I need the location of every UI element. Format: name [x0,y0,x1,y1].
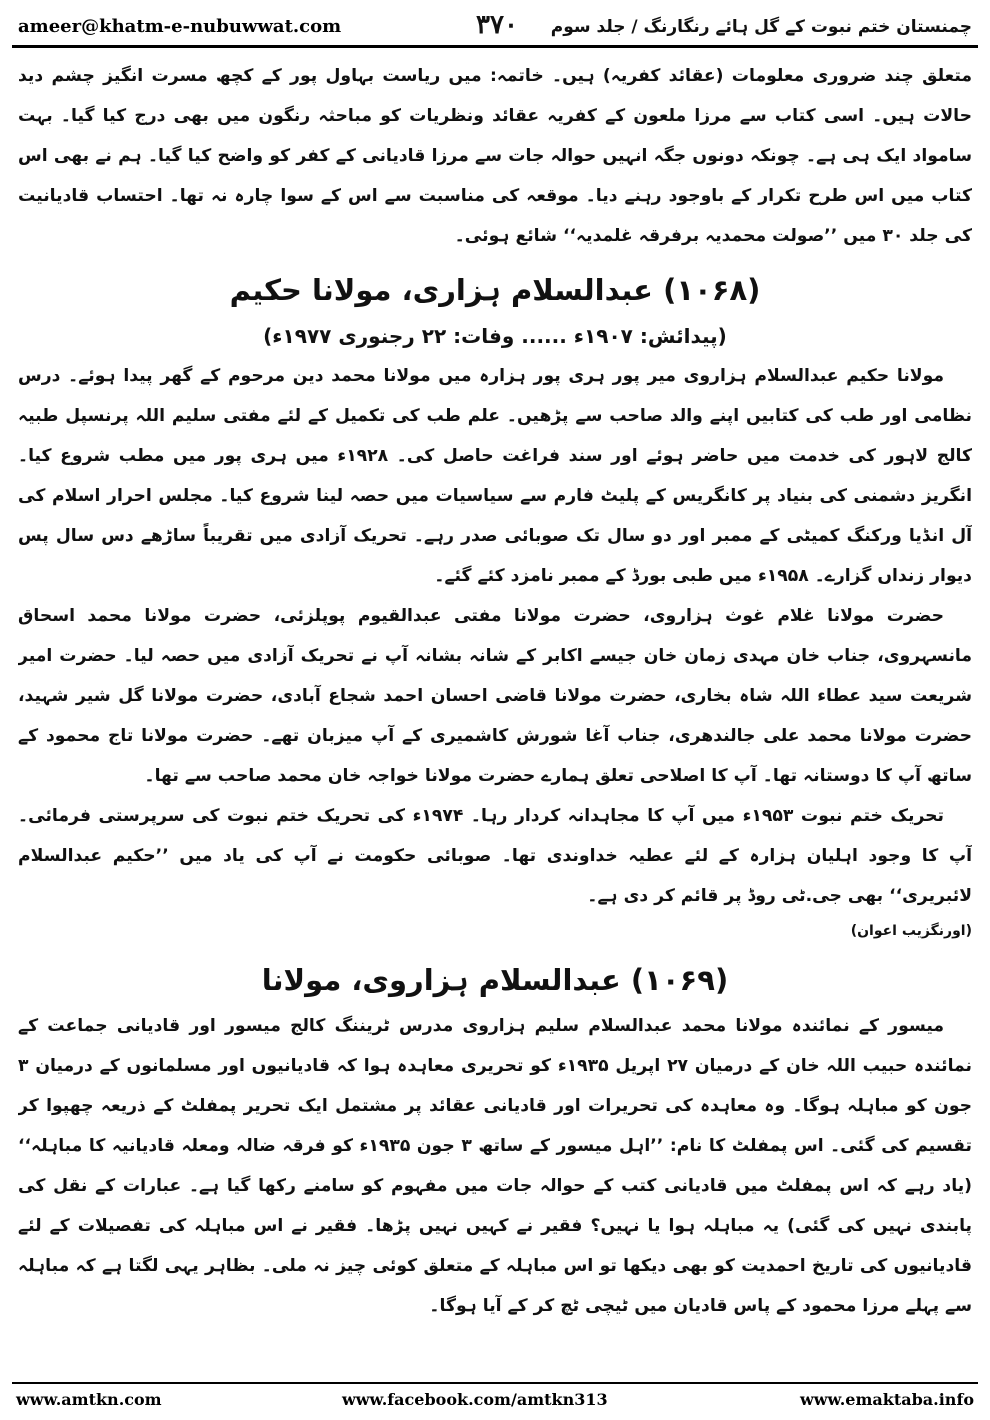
paragraph: میسور کے نمائندہ مولانا محمد عبدالسلام سلیم ہزاروی مدرس ٹریننگ کالج میسور اور قادیانی جماعت کے نمائندہ حبیب اللہ خان کے درمیان ۲۷ اپریل ۱۹۳۵ء کو تحریری معاہدہ ہوا کہ قادیانیوں اور مسلمانوں کے درمیان ۳ جون کو مباہلہ ہوگا۔ وہ معاہدہ کی تحریرات اور قادیانی عقائد پر مشتمل ایک تحریر پمفلٹ کے ذریعہ چھپوا کر تقسیم کی گئی۔ اس پمفلٹ کا نام: ’’اہل میسور کے ساتھ ۳ جون ۱۹۳۵ء کو فرقہ ضالہ ومعلہ قادیانیہ کا مباہلہ‘‘ (یاد رہے کہ اس پمفلٹ میں قادیانی کتب کے حوالہ جات میں مفہوم کو سامنے رکھا گیا ہے۔ عبارات کے نقل کی پابندی نہیں کی گئی) یہ مباہلہ ہوا یا نہیں؟ فقیر نے کہیں نہیں پڑھا۔ فقیر نے اس مباہلہ کی تفصیلات کے لئے قادیانیوں کی تاریخ احمدیت کو بھی دیکھا تو اس مباہلہ کے متعلق کوئی چیز نہ ملی۔ بظاہر یہی لگتا ہے کہ مباہلہ سے پہلے مرزا محمود کے پاس قادیان میں ٹیچی ٹچ کر کے آیا ہوگا۔ [18,1016,972,1316]
header-rule [12,45,978,48]
footer-link-facebook[interactable]: www.facebook.com/amtkn313 [342,1390,608,1409]
page-number: ۳۷۰ [476,10,518,40]
page-footer [12,1382,978,1416]
paragraph: تحریک ختم نبوت ۱۹۵۳ء میں آپ کا مجاہدانہ کردار رہا۔ ۱۹۷۴ء کی تحریک ختم نبوت کی سرپرستی فرمائی۔ آپ کا وجود اہلیان ہزارہ کے لئے عطیہ خداوندی تھا۔ صوبائی حکومت نے آپ کی یاد میں ’’حکیم عبدالسلام لائبریری‘‘ بھی جی.ٹی روڈ پر قائم کر دی ہے۔ [18,806,972,906]
paragraph: مولانا حکیم عبدالسلام ہزاروی میر پور ہری پور ہزارہ میں مولانا محمد دین مرحوم کے گھر پیدا ہوئے۔ درس نظامی اور طب کی کتابیں اپنے والد صاحب سے پڑھیں۔ علم طب کی تکمیل کے لئے مفتی سلیم اللہ پرنسپل طبیہ کالج لاہور کی خدمت میں حاضر ہوئے اور سند فراغت حاصل کی۔ ۱۹۲۸ء میں ہری پور میں مطب شروع کیا۔ انگریز دشمنی کی بنیاد پر کانگریس کے پلیٹ فارم سے سیاسیات میں حصہ لینا شروع کیا۔ مجلس احرار اسلام کی آل انڈیا ورکنگ کمیٹی کے ممبر اور دو سال تک صوبائی صدر رہے۔ تحریک آزادی میں تقریباً ساڑھے دس سال پس دیوار زنداں گزارے۔ ۱۹۵۸ء میں طبی بورڈ کے ممبر نامزد کئے گئے۔ [18,366,972,586]
intro-paragraph: متعلق چند ضروری معلومات (عقائد کفریہ) ہیں۔ خاتمہ: میں ریاست بہاول پور کے کچھ مسرت انگیز چشم دید حالات ہیں۔ اسی کتاب سے مرزا ملعون کے کفریہ عقائد ونظریات کو مباحثہ رنگون میں بھی درج کیا گیا۔ بہت سامواد ایک ہی ہے۔ چونکہ دونوں جگہ انہیں حوالہ جات سے مرزا قادیانی کے کفر کو واضح کیا گیا۔ ہم نے بھی اس کتاب میں اس طرح تکرار کے باوجود رہنے دیا۔ موقعہ کی مناسبت سے اس کے سوا چارہ نہ تھا۔ احتساب قادیانیت کی جلد ۳۰ میں ’’صولت محمدیہ برفرقہ غلمدیہ‘‘ شائع ہوئی۔ [18,66,972,246]
page-header [12,8,978,46]
author-attribution: (اورنگزیب اعوان) [850,923,972,939]
section-heading-1069: (۱۰۶۹) عبدالسلام ہزاروی، مولانا [261,963,729,997]
header-email: ameer@khatm-e-nubuwwat.com [18,16,342,37]
paragraph: حضرت مولانا غلام غوث ہزاروی، حضرت مولانا مفتی عبدالقیوم پوپلزئی، حضرت مولانا محمد اسحاق مانسہروی، جناب خان مہدی زمان خان جیسے اکابر کے شانہ بشانہ آپ نے تحریک آزادی میں حصہ لیا۔ حضرت امیر شریعت سید عطاء اللہ شاہ بخاری، حضرت مولانا قاضی احسان احمد شجاع آبادی، حضرت مولانا گل شیر شہید، حضرت مولانا محمد علی جالندھری، جناب آغا شورش کاشمیری کے آپ میزبان تھے۔ حضرت مولانا تاج محمود کے ساتھ آپ کا دوستانہ تھا۔ آپ کا اصلاحی تعلق ہمارے حضرت مولانا خواجہ خان محمد صاحب سے تھا۔ [18,606,972,786]
birth-death-dates: (پیدائش: ۱۹۰۷ء ...... وفات: ۲۲ رجنوری ۱۹۷۷ء) [263,324,727,348]
book-title: چمنستان ختم نبوت کے گل ہائے رنگارنگ / جلد سوم [550,17,972,37]
footer-link-emaktaba[interactable]: www.emaktaba.info [800,1390,974,1409]
section-heading-1068: (۱۰۶۸) عبدالسلام ہزاری، مولانا حکیم [229,273,761,307]
page-content [18,56,972,1364]
footer-link-amtkn[interactable]: www.amtkn.com [16,1390,162,1409]
